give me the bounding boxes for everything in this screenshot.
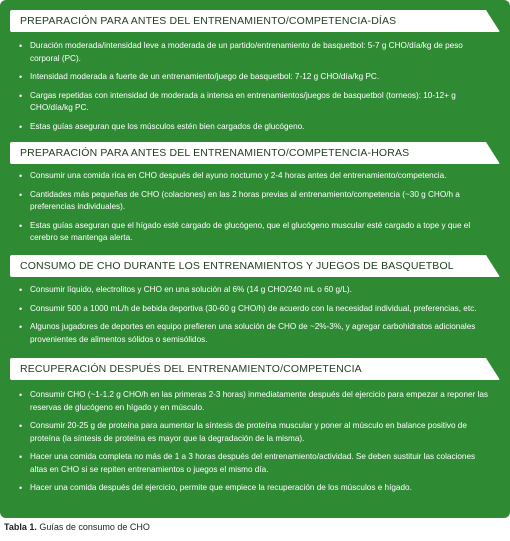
list-item: • Algunos jugadores de deportes en equipo prefieren una solución de CHO de ~2%-3%, y agregar carbohidratos adicionales provenientes de alimentos sólidos o semisólidos.: [10, 321, 500, 346]
list-item: • Consumir 500 a 1000 mL/h de bebida deportiva (30-60 g CHO/h) de acuerdo con la necesidad individual, preferencias, etc.: [10, 303, 500, 316]
table-caption: [4, 522, 150, 532]
section-list: [10, 170, 500, 251]
section-title: CONSUMO DE CHO DURANTE LOS ENTRENAMIENTOS Y JUEGOS DE BASQUETBOL: [20, 260, 454, 272]
list-item: • Cantidades más pequeñas de CHO (colaciones) en las 2 horas previas al entrenamiento/competencia (~30 g CHO/h a preferencias individuales).: [10, 189, 500, 214]
list-item: • Consumir líquido, electrolitos y CHO en una solución al 6% (14 g CHO/240 mL o 60 g/L).: [10, 284, 500, 297]
section-list: [10, 284, 500, 352]
list-item: • Intensidad moderada a fuerte de un entrenamiento/juego de basquetbol: 7-12 g CHO/día/kg PC.: [10, 71, 500, 84]
section-header: [10, 358, 500, 380]
list-item: • Consumir una comida rica en CHO después del ayuno nocturno y 2-4 horas antes del entrenamiento/competencia.: [10, 170, 500, 183]
list-item: • Consumir CHO (~1-1.2 g CHO/h en las primeras 2-3 horas) inmediatamente después del ejercicio para empezar a reponer las reservas de glucógeno en hígado y en músculo.: [10, 389, 500, 414]
section-header: [10, 255, 500, 277]
section-list: [10, 389, 500, 501]
section-list: [10, 40, 500, 139]
list-item: • Hacer una comida completa no más de 1 a 3 horas después del entrenamiento/actividad. Se deben sustituir las colaciones altas en CHO si se repiten entrenamientos o juegos el mismo día.: [10, 451, 500, 476]
caption-label: Tabla 1.: [4, 522, 37, 532]
section-title: PREPARACIÓN PARA ANTES DEL ENTRENAMIENTO/COMPETENCIA-HORAS: [20, 147, 410, 159]
list-item: • Hacer una comida después del ejercicio, permite que empiece la recuperación de los músculos e hígado.: [10, 482, 500, 495]
section-header: [10, 10, 500, 32]
list-item: • Estas guías aseguran que el hígado esté cargado de glucógeno, que el glucógeno muscular esté cargado a tope y que el cerebro se mantenga alerta.: [10, 220, 500, 245]
section-header: [10, 142, 500, 164]
list-item: • Duración moderada/intensidad leve a moderada de un partido/entrenamiento de basquetbol: 5-7 g CHO/día/kg de peso corporal (PC).: [10, 40, 500, 65]
list-item: • Estas guías aseguran que los músculos estén bien cargados de glucógeno.: [10, 121, 500, 134]
section-title: RECUPERACIÓN DESPUÉS DEL ENTRENAMIENTO/COMPETENCIA: [20, 363, 362, 375]
section-title: PREPARACIÓN PARA ANTES DEL ENTRENAMIENTO/COMPETENCIA-DÍAS: [20, 15, 397, 27]
list-item: • Cargas repetidas con intensidad de moderada a intensa en entrenamientos/juegos de basquetbol (torneos): 10-12+ g CHO/día/kg PC.: [10, 90, 500, 115]
caption-text: Guías de consumo de CHO: [39, 522, 150, 532]
list-item: • Consumir 20-25 g de proteína para aumentar la síntesis de proteína muscular y poner al músculo en balance positivo de proteína (la síntesis de proteína es mayor que la degradación de la misma).: [10, 420, 500, 445]
